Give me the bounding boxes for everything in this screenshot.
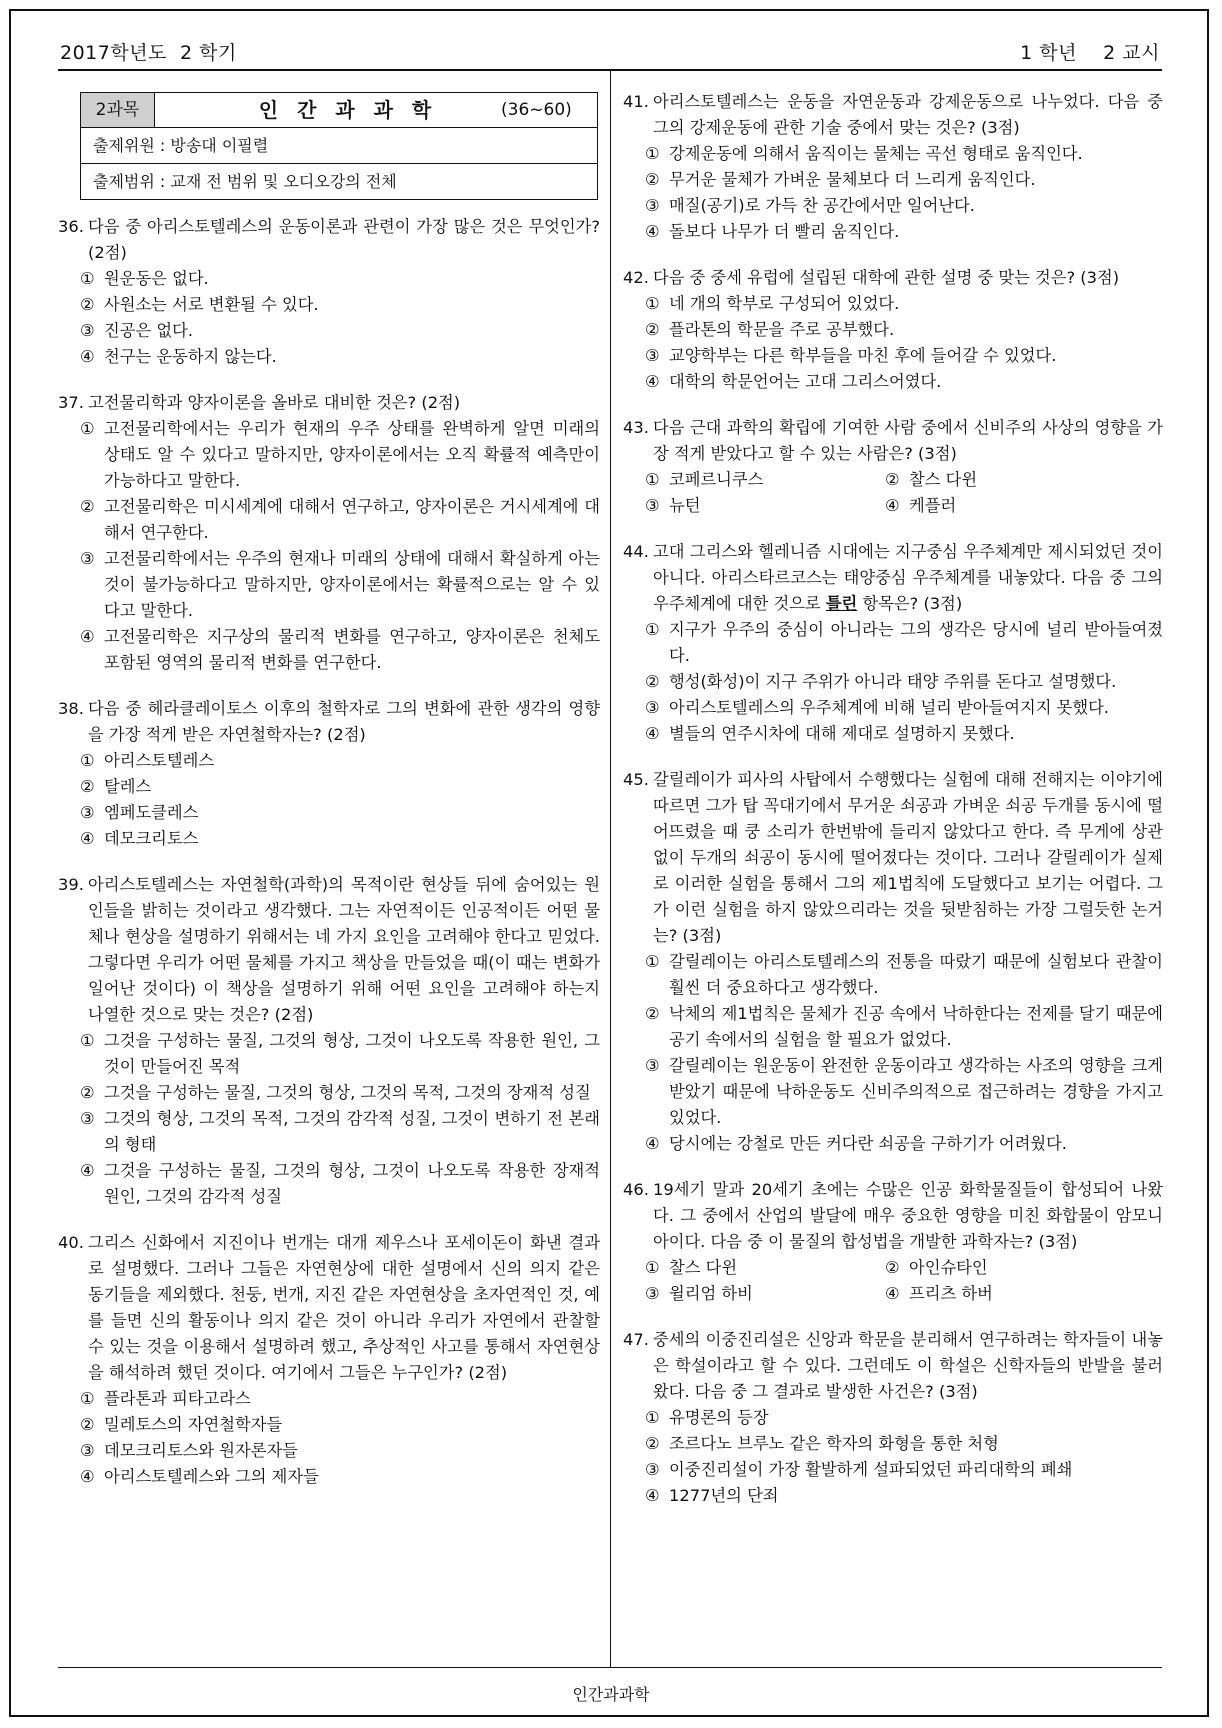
header-grade-period: 1 학년 2 교시 bbox=[1020, 42, 1160, 64]
option-4[interactable]: ④ 별들의 연주시차에 대해 제대로 설명하지 못했다. bbox=[645, 724, 1015, 743]
option-1[interactable]: ① 플라톤과 피타고라스 bbox=[80, 1389, 251, 1408]
question-number: 39. bbox=[58, 875, 84, 894]
option-4[interactable]: ④ 고전물리학은 지구상의 물리적 변화를 연구하고, 양자이론은 천체도 포함된 영역의 물리적 변화를 연구한다. bbox=[80, 627, 600, 672]
question-number: 45. bbox=[623, 770, 649, 789]
question-46 bbox=[623, 1177, 1163, 1307]
question-stem: 그리스 신화에서 지진이나 번개는 대개 제우스나 포세이돈이 화낸 결과로 설명했다. 그러나 그들은 자연현상에 대한 설명에서 신의 의지 같은 동기들을 제외했다. 천둥, 번개, 지진 같은 자연현상을 초자연적인 것, 예를 들면 신의 활동이나 의지 같은 것이 아니라 우리가 자연에서 관찰할 수 있는 것을 이용해서 설명하려 했고, 추상적인 사고를 통해서 자연현상을 해석하려 했던 것이다. 여기에서 그들은 누구인가? (2점) bbox=[88, 1233, 600, 1382]
question-number: 42. bbox=[623, 268, 649, 287]
option-3[interactable]: ③ 교양학부는 다른 학부들을 마친 후에 들어갈 수 있었다. bbox=[645, 346, 1057, 365]
right-column bbox=[623, 89, 1163, 1529]
option-2[interactable]: ② 밀레토스의 자연철학자들 bbox=[80, 1415, 283, 1434]
option-2[interactable]: ② 찰스 다윈 bbox=[885, 470, 978, 489]
option-2[interactable]: ② 낙체의 제1법칙은 물체가 진공 속에서 낙하한다는 전제를 달기 때문에 공기 속에서의 실험을 할 필요가 없었다. bbox=[645, 1004, 1163, 1049]
question-number: 38. bbox=[58, 699, 84, 718]
option-3[interactable]: ③ 진공은 없다. bbox=[80, 321, 193, 340]
question-number: 40. bbox=[58, 1233, 84, 1252]
question-number: 44. bbox=[623, 542, 649, 561]
question-stem: 아리스토텔레스는 운동을 자연운동과 강제운동으로 나누었다. 다음 중 그의 강제운동에 관한 기술 중에서 맞는 것은? (3점) bbox=[653, 92, 1163, 137]
scope-row: 출제범위 : 교재 전 범위 및 오디오강의 전체 bbox=[81, 163, 597, 199]
option-3[interactable]: ③ 그것의 형상, 그것의 목적, 그것의 감각적 성질, 그것이 변하기 전 본래의 형태 bbox=[80, 1109, 600, 1154]
option-1[interactable]: ① 원운동은 없다. bbox=[80, 269, 209, 288]
option-1[interactable]: ① 고전물리학에서는 우리가 현재의 우주 상태를 완벽하게 알면 미래의 상태도 알 수 있다고 말하지만, 양자이론에서는 오직 확률적 예측만이 가능하다고 말한다. bbox=[80, 419, 600, 490]
question-47 bbox=[623, 1327, 1163, 1509]
column-divider bbox=[610, 70, 611, 1667]
option-2[interactable]: ② 행성(화성)이 지구 주위가 아니라 태양 주위를 돈다고 설명했다. bbox=[645, 672, 1117, 691]
question-stem: 다음 근대 과학의 확립에 기여한 사람 중에서 신비주의 사상의 영향을 가장 적게 받았다고 할 수 있는 사람은? (3점) bbox=[653, 418, 1163, 463]
question-42 bbox=[623, 265, 1163, 395]
option-2[interactable]: ② 플라톤의 학문을 주로 공부했다. bbox=[645, 320, 895, 339]
question-stem: 아리스토텔레스는 자연철학(과학)의 목적이란 현상들 뒤에 숨어있는 원인들을 밝히는 것이라고 생각했다. 그는 자연적이든 인공적이든 어떤 물체나 현상을 설명하기 위해서는 네 가지 요인을 고려해야 한다고 믿었다. 그렇다면 우리가 어떤 물체를 가지고 책상을 만들었을 때(이 때는 변화가 일어난 것이다) 이 책상을 설명하기 위해 어떤 요인을 고려해야 하는지 나열한 것으로 맞는 것은? (2점) bbox=[88, 875, 600, 1024]
question-number: 47. bbox=[623, 1330, 649, 1349]
question-stem: 중세의 이중진리설은 신앙과 학문을 분리해서 연구하려는 학자들이 내놓은 학설이라고 할 수 있다. 그런데도 이 학설은 신학자들의 반발을 불러왔다. 다음 중 그 결과로 발생한 사건은? (3점) bbox=[653, 1330, 1163, 1401]
subject-title: 인 간 과 과 학 bbox=[258, 98, 438, 122]
option-3[interactable]: ③ 아리스토텔레스의 우주체계에 비해 널리 받아들여지지 못했다. bbox=[645, 698, 1109, 717]
footer-divider bbox=[58, 1667, 1162, 1668]
option-2[interactable]: ② 탈레스 bbox=[80, 777, 152, 796]
footer-subject: 인간과과학 bbox=[572, 1685, 650, 1704]
option-4[interactable]: ④ 그것을 구성하는 물질, 그것의 형상, 그것이 나오도록 작용한 장재적 원인, 그것의 감각적 성질 bbox=[80, 1161, 600, 1206]
option-4[interactable]: ④ 데모크리토스 bbox=[80, 829, 199, 848]
option-4[interactable]: ④ 대학의 학문언어는 고대 그리스어였다. bbox=[645, 372, 942, 391]
authors-row: 출제위원 : 방송대 이필렬 bbox=[93, 135, 269, 155]
question-37 bbox=[58, 390, 600, 676]
option-2[interactable]: ② 아인슈타인 bbox=[885, 1258, 988, 1277]
negation-emphasis: 틀린 bbox=[825, 594, 858, 613]
question-41 bbox=[623, 89, 1163, 245]
option-3[interactable]: ③ 데모크리토스와 원자론자들 bbox=[80, 1441, 298, 1460]
question-number: 36. bbox=[58, 217, 84, 236]
option-1[interactable]: ① 아리스토텔레스 bbox=[80, 751, 215, 770]
question-44 bbox=[623, 539, 1163, 747]
question-38 bbox=[58, 696, 600, 852]
option-1[interactable]: ① 그것을 구성하는 물질, 그것의 형상, 그것이 나오도록 작용한 원인, 그것이 만들어진 목적 bbox=[80, 1031, 600, 1076]
option-4[interactable]: ④ 아리스토텔레스와 그의 제자들 bbox=[80, 1467, 319, 1486]
option-1[interactable]: ① 찰스 다윈 bbox=[645, 1258, 738, 1277]
option-2[interactable]: ② 무거운 물체가 가벼운 물체보다 더 느리게 움직인다. bbox=[645, 170, 1036, 189]
question-number: 41. bbox=[623, 92, 649, 111]
option-3[interactable]: ③ 뉴턴 bbox=[645, 496, 701, 515]
option-2[interactable]: ② 고전물리학은 미시세계에 대해서 연구하고, 양자이론은 거시세계에 대해서 연구한다. bbox=[80, 497, 600, 542]
question-36 bbox=[58, 214, 600, 370]
option-2[interactable]: ② 조르다노 브루노 같은 학자의 화형을 통한 처형 bbox=[645, 1434, 999, 1453]
option-4[interactable]: ④ 프리츠 하버 bbox=[885, 1284, 993, 1303]
left-column bbox=[58, 92, 600, 1510]
question-stem: 다음 중 중세 유럽에 설립된 대학에 관한 설명 중 맞는 것은? (3점) bbox=[653, 268, 1120, 287]
option-3[interactable]: ③ 윌리엄 하비 bbox=[645, 1284, 753, 1303]
subject-box bbox=[80, 92, 598, 200]
question-40 bbox=[58, 1230, 600, 1490]
option-1[interactable]: ① 코페르니쿠스 bbox=[645, 470, 764, 489]
option-2[interactable]: ② 그것을 구성하는 물질, 그것의 형상, 그것의 목적, 그것의 장재적 성질 bbox=[80, 1083, 591, 1102]
question-stem: 고대 그리스와 헬레니즘 시대에는 지구중심 우주체계만 제시되었던 것이 아니다. 아리스타르코스는 태양중심 우주체계를 내놓았다. 다음 중 그의 우주체계에 대한 것으로 틀린 항목은? (3점) bbox=[653, 542, 1163, 613]
option-1[interactable]: ① 지구가 우주의 중심이 아니라는 그의 생각은 당시에 널리 받아들여졌다. bbox=[645, 620, 1163, 665]
option-4[interactable]: ④ 1277년의 단죄 bbox=[645, 1486, 779, 1505]
option-1[interactable]: ① 강제운동에 의해서 움직이는 물체는 곡선 형태로 움직인다. bbox=[645, 144, 1083, 163]
option-1[interactable]: ① 유명론의 등장 bbox=[645, 1408, 769, 1427]
option-3[interactable]: ③ 고전물리학에서는 우주의 현재나 미래의 상태에 대해서 확실하게 아는 것이 불가능하다고 말하지만, 양자이론에서는 확률적으로는 알 수 있다고 말한다. bbox=[80, 549, 600, 620]
question-number: 37. bbox=[58, 393, 84, 412]
question-stem: 고전물리학과 양자이론을 올바로 대비한 것은? (2점) bbox=[88, 393, 461, 412]
option-2[interactable]: ② 사원소는 서로 변환될 수 있다. bbox=[80, 295, 319, 314]
question-number: 46. bbox=[623, 1180, 649, 1199]
question-43 bbox=[623, 415, 1163, 519]
option-3[interactable]: ③ 매질(공기)로 가득 찬 공간에서만 일어난다. bbox=[645, 196, 975, 215]
option-3[interactable]: ③ 갈릴레이는 원운동이 완전한 운동이라고 생각하는 사조의 영향을 크게 받았기 때문에 낙하운동도 신비주의적으로 접근하려는 경향을 가지고 있었다. bbox=[645, 1056, 1163, 1127]
option-4[interactable]: ④ 돌보다 나무가 더 빨리 움직인다. bbox=[645, 222, 900, 241]
option-3[interactable]: ③ 이중진리설이 가장 활발하게 설파되었던 파리대학의 폐쇄 bbox=[645, 1460, 1073, 1479]
question-stem: 다음 중 헤라클레이토스 이후의 철학자로 그의 변화에 관한 생각의 영향을 가장 적게 받은 자연철학자는? (2점) bbox=[88, 699, 600, 744]
question-39 bbox=[58, 872, 600, 1210]
option-4[interactable]: ④ 당시에는 강철로 만든 커다란 쇠공을 구하기가 어려웠다. bbox=[645, 1134, 1067, 1153]
option-4[interactable]: ④ 천구는 운동하지 않는다. bbox=[80, 347, 277, 366]
header-year-semester: 2017학년도 2 학기 bbox=[60, 42, 237, 64]
question-range: (36~60) bbox=[501, 100, 572, 120]
question-stem: 19세기 말과 20세기 초에는 수많은 인공 화학물질들이 합성되어 나왔다. 그 중에서 산업의 발달에 매우 중요한 영향을 미친 화합물이 암모니아이다. 다음 중 이 물질의 합성법을 개발한 과학자는? (3점) bbox=[653, 1180, 1163, 1251]
option-3[interactable]: ③ 엠페도클레스 bbox=[80, 803, 199, 822]
question-stem: 다음 중 아리스토텔레스의 운동이론과 관련이 가장 많은 것은 무엇인가? (2점) bbox=[88, 217, 600, 262]
subject-tag: 2과목 bbox=[81, 93, 155, 127]
question-stem: 갈릴레이가 피사의 사탑에서 수행했다는 실험에 대해 전해지는 이야기에 따르면 그가 탑 꼭대기에서 무거운 쇠공과 가벼운 쇠공 두개를 동시에 떨어뜨렸을 때 쿵 소리가 한번밖에 들리지 않았다고 한다. 즉 무게에 상관없이 두개의 쇠공이 동시에 떨어졌다는 것이다. 그러나 갈릴레이가 실제로 이러한 실험을 통해서 그의 제1법칙에 도달했다고 보기는 어렵다. 그가 이런 실험을 하지 않았으리라는 것을 뒷받침하는 가장 그럴듯한 논거는? (3점) bbox=[653, 770, 1163, 945]
question-45 bbox=[623, 767, 1163, 1157]
option-1[interactable]: ① 갈릴레이는 아리스토텔레스의 전통을 따랐기 때문에 실험보다 관찰이 훨씬 더 중요하다고 생각했다. bbox=[645, 952, 1163, 997]
option-4[interactable]: ④ 케플러 bbox=[885, 496, 957, 515]
question-number: 43. bbox=[623, 418, 649, 437]
option-1[interactable]: ① 네 개의 학부로 구성되어 있었다. bbox=[645, 294, 900, 313]
